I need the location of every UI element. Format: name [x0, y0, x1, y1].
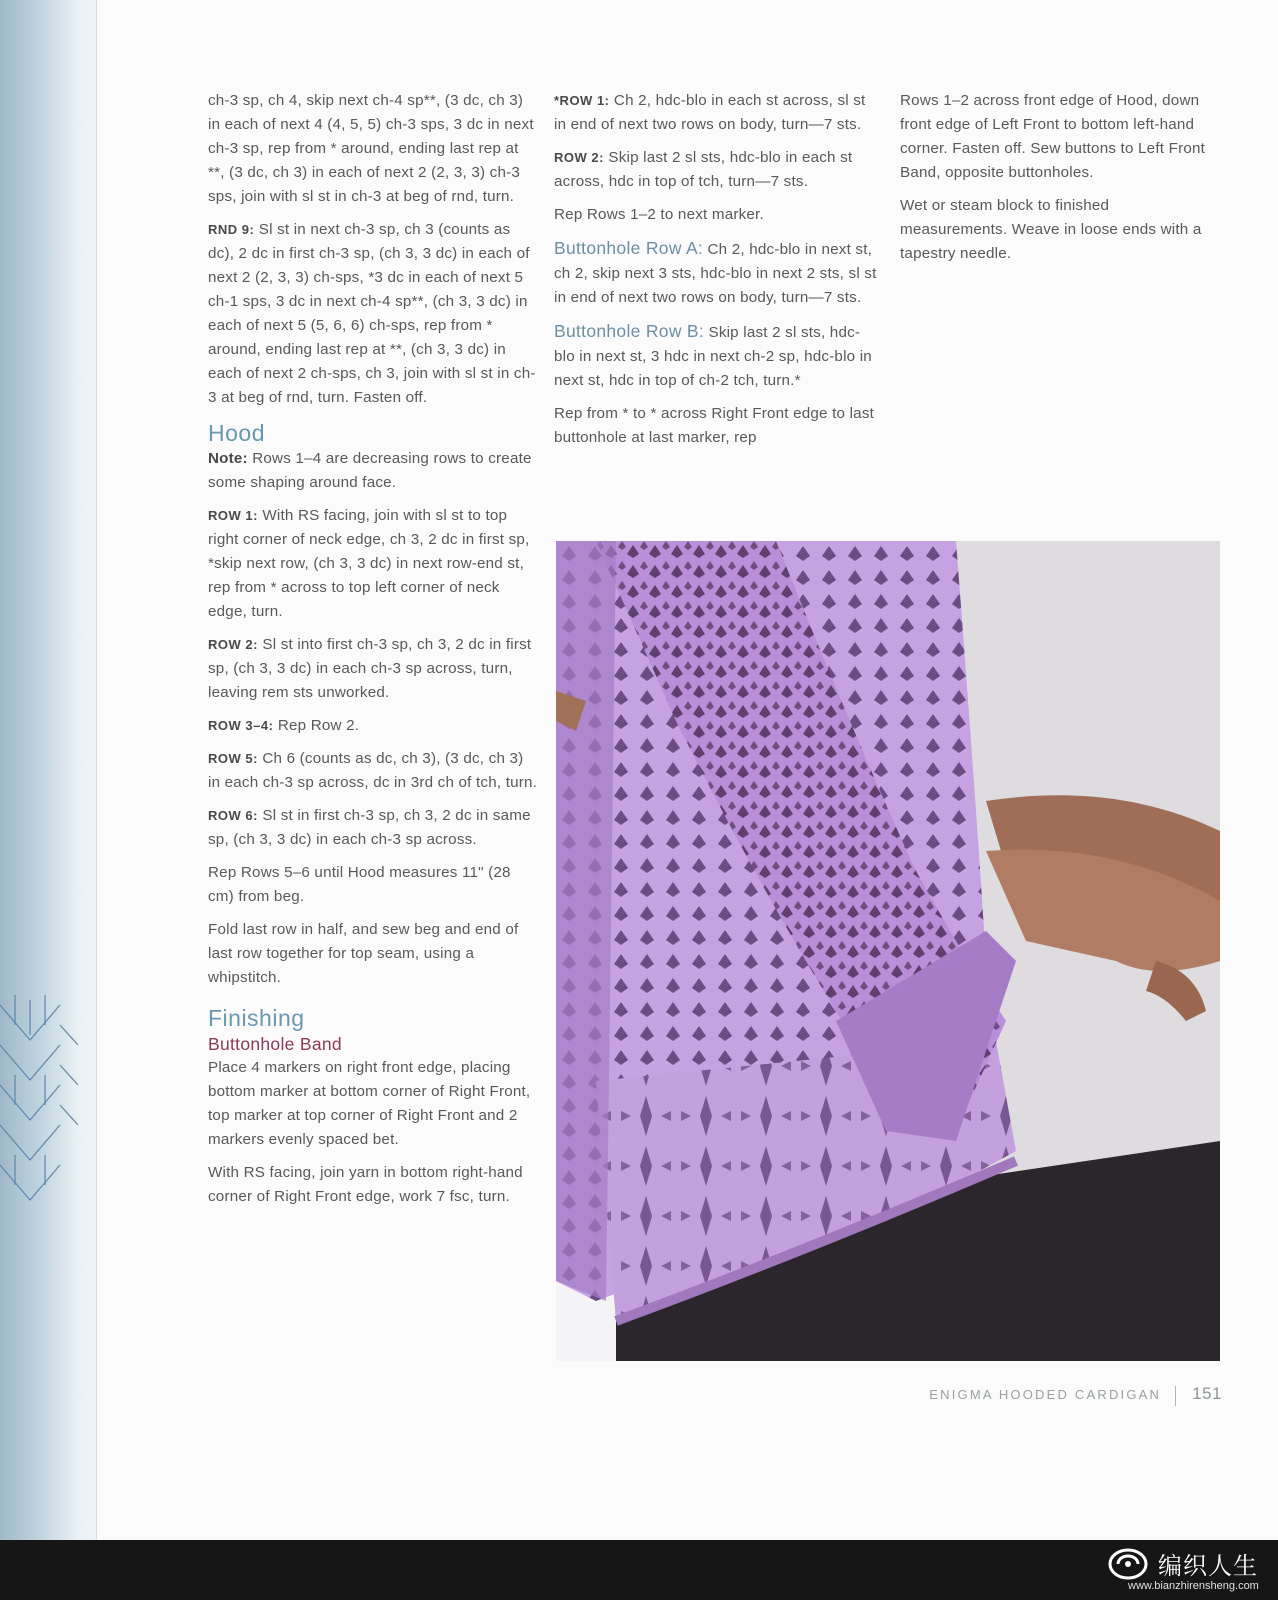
- band-row1-label: *ROW 1:: [554, 93, 610, 108]
- watermark-url: www.bianzhirensheng.com: [1128, 1580, 1259, 1592]
- place-markers-text: Place 4 markers on right front edge, placing bottom marker at bottom corner of Right Front, top marker at top corner of Right Front and 2 markers evenly spaced bet.: [208, 1059, 531, 1148]
- paragraph-rnd8-continued: ch-3 sp, ch 4, skip next ch-4 sp**, (3 dc, ch 3) in each of next 4 (4, 5, 5) ch-3 sps, 3 dc in next ch-3 sp, rep from * around, ending last rep at **, (3 dc, ch 3) in each of next 2 (2, 3, 3) ch-3 sps, join with sl st in ch-3 at beg of rnd, turn.: [208, 92, 534, 205]
- finishing-heading: Finishing: [208, 1005, 305, 1031]
- hood-row1: [208, 504, 538, 624]
- watermark-text: 编织人生: [1158, 1552, 1258, 1580]
- buttonhole-band-heading: Buttonhole Band: [208, 1034, 342, 1054]
- row6-text: Sl st in first ch-3 sp, ch 3, 2 dc in same sp, (ch 3, 3 dc) in each ch-3 sp across.: [208, 807, 531, 848]
- footer-divider: [1175, 1386, 1176, 1406]
- hood-row2: [208, 633, 538, 705]
- row6-label: ROW 6:: [208, 808, 258, 823]
- band-row2: [554, 146, 880, 194]
- row1-label: ROW 1:: [208, 508, 258, 523]
- hood-row5: [208, 747, 538, 795]
- hood-rep-rows: Rep Rows 5–6 until Hood measures 11" (28 cm) from beg.: [208, 864, 511, 905]
- row34-text: Rep Row 2.: [277, 717, 360, 734]
- hood-row3-4: [208, 714, 538, 738]
- cardigan-illustration: [556, 541, 1220, 1361]
- note-text: Rows 1–4 are decreasing rows to create some shaping around face.: [208, 450, 532, 491]
- column-1: [208, 89, 538, 1218]
- running-footer: [929, 1384, 1222, 1406]
- rep-from-text: Rep from * to * across Right Front edge to last buttonhole at last marker, rep: [554, 405, 875, 446]
- row5-label: ROW 5:: [208, 751, 258, 766]
- buttonhole-row-b: [554, 319, 880, 393]
- band-row2-text: Skip last 2 sl sts, hdc-blo in each st across, hdc in top of tch, turn—7 sts.: [554, 149, 853, 190]
- band-rep-rows: Rep Rows 1–2 to next marker.: [554, 206, 764, 223]
- row5-text: Ch 6 (counts as dc, ch 3), (3 dc, ch 3) in each ch-3 sp across, dc in 3rd ch of tch, turn.: [208, 750, 538, 791]
- buttonhole-row-a-label: Buttonhole Row A:: [554, 238, 704, 258]
- row34-label: ROW 3–4:: [208, 718, 274, 733]
- row2-label: ROW 2:: [208, 637, 258, 652]
- band-row1: [554, 89, 880, 137]
- band-row1-text: Ch 2, hdc-blo in each st across, sl st in end of next two rows on body, turn—7 sts.: [554, 92, 866, 133]
- hood-fold: Fold last row in half, and sew beg and end of last row together for top seam, using a whipstitch.: [208, 921, 519, 986]
- scan-bottom-edge: [0, 1540, 1278, 1600]
- column-3: [900, 89, 1220, 275]
- row1-text: With RS facing, join with sl st to top right corner of neck edge, ch 3, 2 dc in first sp, *skip next row, (ch 3, 3 dc) in next row-end st, rep from * across to top left corner of neck edge, turn.: [208, 507, 530, 620]
- hood-note: [208, 447, 538, 495]
- buttonhole-row-a-text: Ch 2, hdc-blo in next st, ch 2, skip next 3 sts, hdc-blo in next 2 sts, sl st in end of next two rows on body, turn—7 sts.: [554, 241, 877, 306]
- column-2: [554, 89, 880, 459]
- cardigan-photo: [556, 541, 1220, 1361]
- buttonhole-row-b-text: Skip last 2 sl sts, hdc-blo in next st, 3 hdc in next ch-2 sp, hdc-blo in next st, hdc in top of ch-2 tch, turn.*: [554, 324, 872, 389]
- paragraph-rnd9: [208, 218, 538, 410]
- hood-row6: [208, 804, 538, 852]
- rnd9-text: Sl st in next ch-3 sp, ch 3 (counts as dc), 2 dc in first ch-3 sp, (ch 3, 3 dc) in each of next 2 (2, 3, 3) ch-sps, *3 dc in each of next 5 ch-1 sps, 3 dc in next ch-4 sp**, (ch 3, 3 dc) in each of next 5 (5, 6, 6) ch-sps, rep from * around, ending last rep at **, (ch 3, 3 dc) in each of next 2 ch-sps, ch 3, join with sl st in ch-3 at beg of rnd, turn. Fasten off.: [208, 221, 536, 406]
- band-row2-label: ROW 2:: [554, 150, 604, 165]
- blocking-text: Wet or steam block to finished measurements. Weave in loose ends with a tapestry needle.: [900, 197, 1202, 262]
- buttonhole-row-a: [554, 236, 880, 310]
- hood-heading: Hood: [208, 420, 265, 446]
- watermark-logo-icon: [1102, 1544, 1154, 1584]
- row2-text: Sl st into first ch-3 sp, ch 3, 2 dc in first sp, (ch 3, 3 dc) in each ch-3 sp across, turn, leaving rem sts unworked.: [208, 636, 532, 701]
- page-number: 151: [1192, 1384, 1222, 1403]
- rs-facing-text: With RS facing, join yarn in bottom right-hand corner of Right Front edge, work 7 fsc, turn.: [208, 1164, 523, 1205]
- stitch-chart-fragment: [0, 985, 82, 1205]
- note-label: Note:: [208, 450, 248, 467]
- site-watermark: [1094, 1540, 1278, 1600]
- buttonhole-row-b-label: Buttonhole Row B:: [554, 321, 705, 341]
- footer-title: ENIGMA HOODED CARDIGAN: [929, 1387, 1162, 1402]
- rnd9-label: RND 9:: [208, 222, 255, 237]
- finishing-rows-text: Rows 1–2 across front edge of Hood, down front edge of Left Front to bottom left-hand corner. Fasten off. Sew buttons to Left Front Band, opposite buttonholes.: [900, 92, 1206, 181]
